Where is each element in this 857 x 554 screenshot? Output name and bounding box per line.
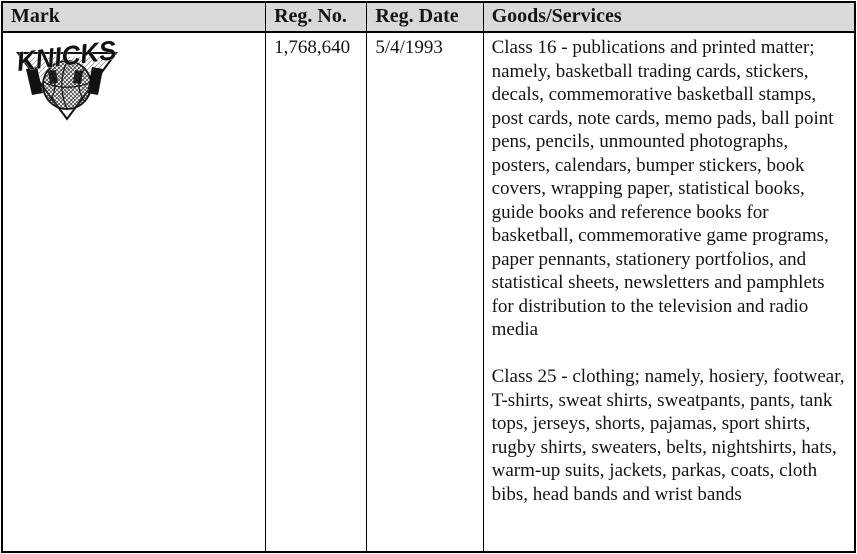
reg-no-cell: 1,768,640	[266, 32, 367, 552]
goods-class-16-paragraph: Class 16 - publications and printed matter; namely, basketball trading cards, stickers, decals, commemorative basketball stamps, post cards, note cards, memo pads, ball point pens, pencils, unmounted photographs, posters, calendars, bumper stickers, book covers, wrapping paper, statistical books, guide books and reference books for basketball, commemorative game programs, paper pennants, stationery portfolios, and statistical sheets, newsletters and pamphlets for distribution to the television and radio media	[491, 37, 834, 340]
table-header-row	[2, 2, 855, 32]
mark-cell	[2, 32, 266, 552]
column-header-goods-services: Goods/Services	[483, 2, 855, 32]
reg-date-cell: 5/4/1993	[367, 32, 483, 552]
trademark-registration-table	[1, 1, 856, 553]
goods-class-25-paragraph: Class 25 - clothing; namely, hosiery, footwear, T-shirts, sweat shirts, sweatpants, pants, tank tops, jerseys, shorts, pajamas, sport shirts, rugby shirts, sweaters, belts, nightshirts, hats, warm-up suits, jackets, parkas, coats, cloth bibs, head bands and wrist bands	[491, 366, 845, 505]
column-header-reg-date: Reg. Date	[367, 2, 483, 32]
knicks-logo-icon	[11, 36, 123, 122]
column-header-reg-no: Reg. No.	[266, 2, 367, 32]
table-row	[2, 32, 855, 552]
goods-services-cell	[483, 32, 855, 552]
knicks-wordmark: KNICKS	[15, 36, 122, 78]
column-header-mark: Mark	[2, 2, 266, 32]
